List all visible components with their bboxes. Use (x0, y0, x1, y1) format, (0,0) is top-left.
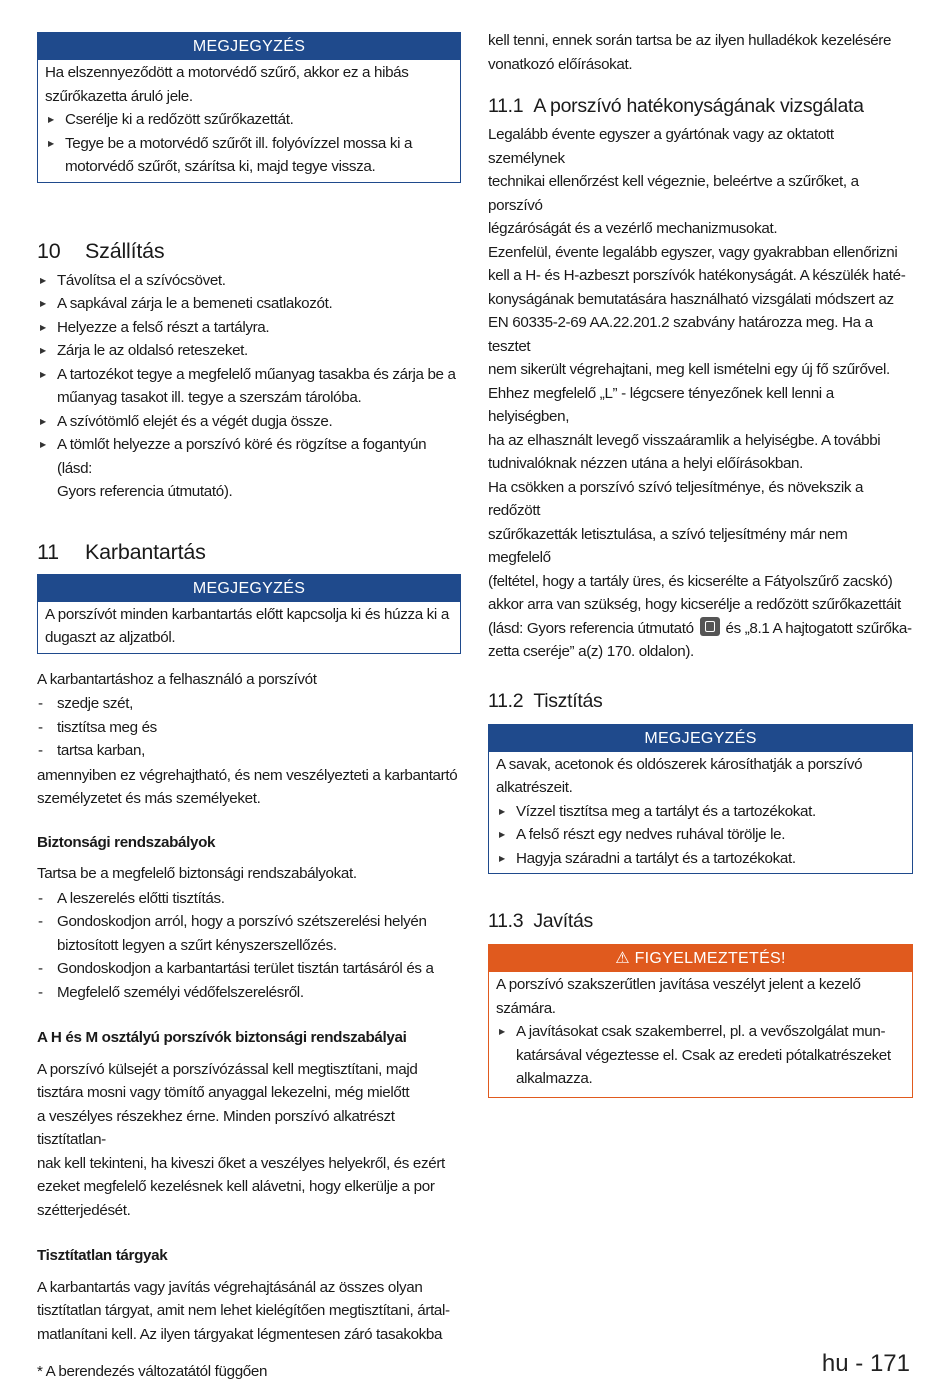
notice-box (37, 574, 461, 654)
left-column (37, 32, 461, 1384)
notice-steps (45, 108, 453, 179)
section-heading-repair: 11.3 Javítás (488, 910, 593, 932)
section-heading-cleaning: 11.2 Tisztítás (488, 689, 603, 712)
notice-box (37, 32, 461, 183)
warning-heading: ⚠ FIGYELMEZTETÉS! (489, 945, 912, 972)
safety-list (37, 887, 461, 1005)
notice-text: A savak, acetonok és oldószerek károsíthatják a porszívó alkatrészeit. (496, 755, 863, 796)
subheading-safety: Biztonsági rendszabályok (37, 833, 216, 851)
repair-steps (496, 1020, 905, 1091)
hm-text: A porszívó külsejét a porszívózással kell megtisztítani, majd tisztára mosni vagy tömítő anyaggal lekezelni, még mielőtt a veszélyes részekhez érne. Minden porszívó alkatrészt tisztítatlan- nak kell tekinteni, ha kiveszi őket a veszélyes helyekről, és ezért ezeket megfelelő kezelésnek kell alávetni, hogy elkerülje a por szétterjedését. (37, 1060, 445, 1219)
page-number: hu - 171 (821, 1349, 910, 1377)
notice-heading: MEGJEGYZÉS (38, 575, 460, 602)
subheading-hm-rules: A H és M osztályú porszívók biztonsági rendszabályai (37, 1029, 407, 1046)
step-item: ▶ Helyezze a felső részt a tartályra. (37, 316, 461, 340)
list-item: - tisztítsa meg és (37, 716, 461, 740)
transport-steps (37, 269, 461, 504)
list-item: - Gondoskodjon a karbantartási terület tisztán tartásáról és a (37, 957, 461, 981)
maintenance-text: amennyiben ez végrehajtható, és nem veszélyezteti a karbantartó személyzetet és más személyeket. (37, 766, 458, 807)
efficiency-paragraph: Ezenfelül, évente legalább egyszer, vagy gyakrabban ellenőrizni kell a H- és H-azbeszt porszívók hatékonyságát. A készülék haté- konyságának bemutatására használható vizsgálati módszert az EN 60335-2-69 AA.22.201.2 szabvány határozza meg. Ha a tesztet nem sikerült végrehajtani, meg kell ismételni egy új fő szűrővel. (488, 243, 906, 378)
continued-text: kell tenni, ennek során tartsa be az ilyen hulladékok kezelésére vonatkozó előírásokat. (488, 32, 892, 73)
list-item: - A leszerelés előtti tisztítás. (37, 887, 461, 911)
step-item: ▶ A javításokat csak szakemberrel, pl. a vevőszolgálat mun- katársával végeztesse el. Csak az eredeti pótalkatrészeket alkalmazza. (496, 1020, 905, 1091)
step-item: ▶ Cserélje ki a redőzött szűrőkazettát. (45, 108, 453, 132)
footnote: * A berendezés változatától függően (37, 1363, 268, 1380)
notice-text: A porszívót minden karbantartás előtt kapcsolja ki és húzza ki a dugaszt az aljzatból. (45, 605, 449, 646)
step-item: ▶ Zárja le az oldalsó reteszeket. (37, 339, 461, 363)
maintenance-list (37, 692, 461, 763)
warning-text: A porszívó szakszerűtlen javítása veszélyt jelent a kezelő számára. (496, 976, 861, 1017)
quick-reference-icon (700, 617, 720, 636)
right-column (488, 32, 913, 1098)
list-item: - Megfelelő személyi védőfelszerelésről. (37, 981, 461, 1005)
efficiency-paragraph: Ehhez megfelelő „L” - légcsere tényezőnek kell lenni a helyiségben, ha az elhasznált levegő visszaáramlik a helyiségbe. A további tudnivalóknak nézzen utána a helyi előírásokban. (488, 384, 881, 472)
efficiency-paragraph: Ha csökken a porszívó szívó teljesítménye, és növekszik a redőzött szűrőkazetták letisztulása, a szívó teljesítmény már nem megfelelő (feltétel, hogy a tartály üres, és kicserélte a Fátyolszűrő zacskó) akkor arra van szükség, hogy kicserélje a redőzött szűrőkazettáit (lásd: Gyors referencia útmutató és „8.1 A hajtogatott szűrőka- zetta cseréje” a(z) 170. oldalon). (488, 478, 912, 660)
step-item: ▶ Vízzel tisztítsa meg a tartályt és a tartozékokat. (496, 800, 905, 824)
step-item: ▶ Távolítsa el a szívócsövet. (37, 269, 461, 293)
step-item: ▶ A sapkával zárja le a bemeneti csatlakozót. (37, 292, 461, 316)
subheading-unclean-items: Tisztítatlan tárgyak (37, 1247, 168, 1264)
maintenance-intro: A karbantartáshoz a felhasználó a porszívót (37, 670, 317, 688)
step-item: ▶ Hagyja száradni a tartályt és a tartozékokat. (496, 847, 905, 871)
cleaning-steps (496, 800, 905, 871)
notice-heading: MEGJEGYZÉS (489, 725, 912, 752)
section-heading-efficiency: 11.1 A porszívó hatékonyságának vizsgálata (488, 95, 864, 117)
efficiency-paragraph: Legalább évente egyszer a gyártónak vagy az oktatott személynek technikai ellenőrzést kell végeznie, beleértve a szűrőket, a porszívó légzáróságát és a vezérlő mechanizmusokat. (488, 126, 859, 237)
list-item: - szedje szét, (37, 692, 461, 716)
list-item: - tartsa karban, (37, 739, 461, 763)
step-item: ▶ A tartozékot tegye a megfelelő műanyag tasakba és zárja be a műanyag tasakot ill. tegye a szerszám tárolóba. (37, 363, 461, 410)
notice-body (38, 602, 460, 653)
warning-body (489, 972, 912, 1097)
step-item: ▶ Tegye be a motorvédő szűrőt ill. folyóvízzel mossa ki a motorvédő szűrőt, szárítsa ki, majd tegye vissza. (45, 132, 453, 179)
step-item: ▶ A szívótömlő elejét és a végét dugja össze. (37, 410, 461, 434)
step-item: ▶ A tömlőt helyezze a porszívó köré és rögzítse a fogantyún (lásd: Gyors referencia útmutató). (37, 433, 461, 504)
step-item: ▶ A felső részt egy nedves ruhával törölje le. (496, 823, 905, 847)
safety-intro: Tartsa be a megfelelő biztonsági rendszabályokat. (37, 865, 357, 882)
notice-heading: MEGJEGYZÉS (38, 33, 460, 60)
section-heading-transport: 10 Szállítás (37, 238, 165, 263)
notice-box (488, 724, 913, 875)
notice-body (38, 60, 460, 182)
unclean-text: A karbantartás vagy javítás végrehajtásánál az összes olyan tisztítatlan tárgyat, amit nem lehet kielégítően megtisztítani, ártal- matlanítani kell. Az ilyen tárgyakat légmentesen záró tasakokba (37, 1278, 450, 1343)
notice-body (489, 752, 912, 874)
list-item: - Gondoskodjon arról, hogy a porszívó szétszerelési helyén biztosított legyen a szűrt kényszerszellőzés. (37, 910, 461, 957)
notice-text: Ha elszennyeződött a motorvédő szűrő, akkor ez a hibás szűrőkazetta áruló jele. (45, 64, 409, 105)
warning-box (488, 944, 913, 1098)
section-heading-maintenance: 11 Karbantartás (37, 539, 206, 564)
